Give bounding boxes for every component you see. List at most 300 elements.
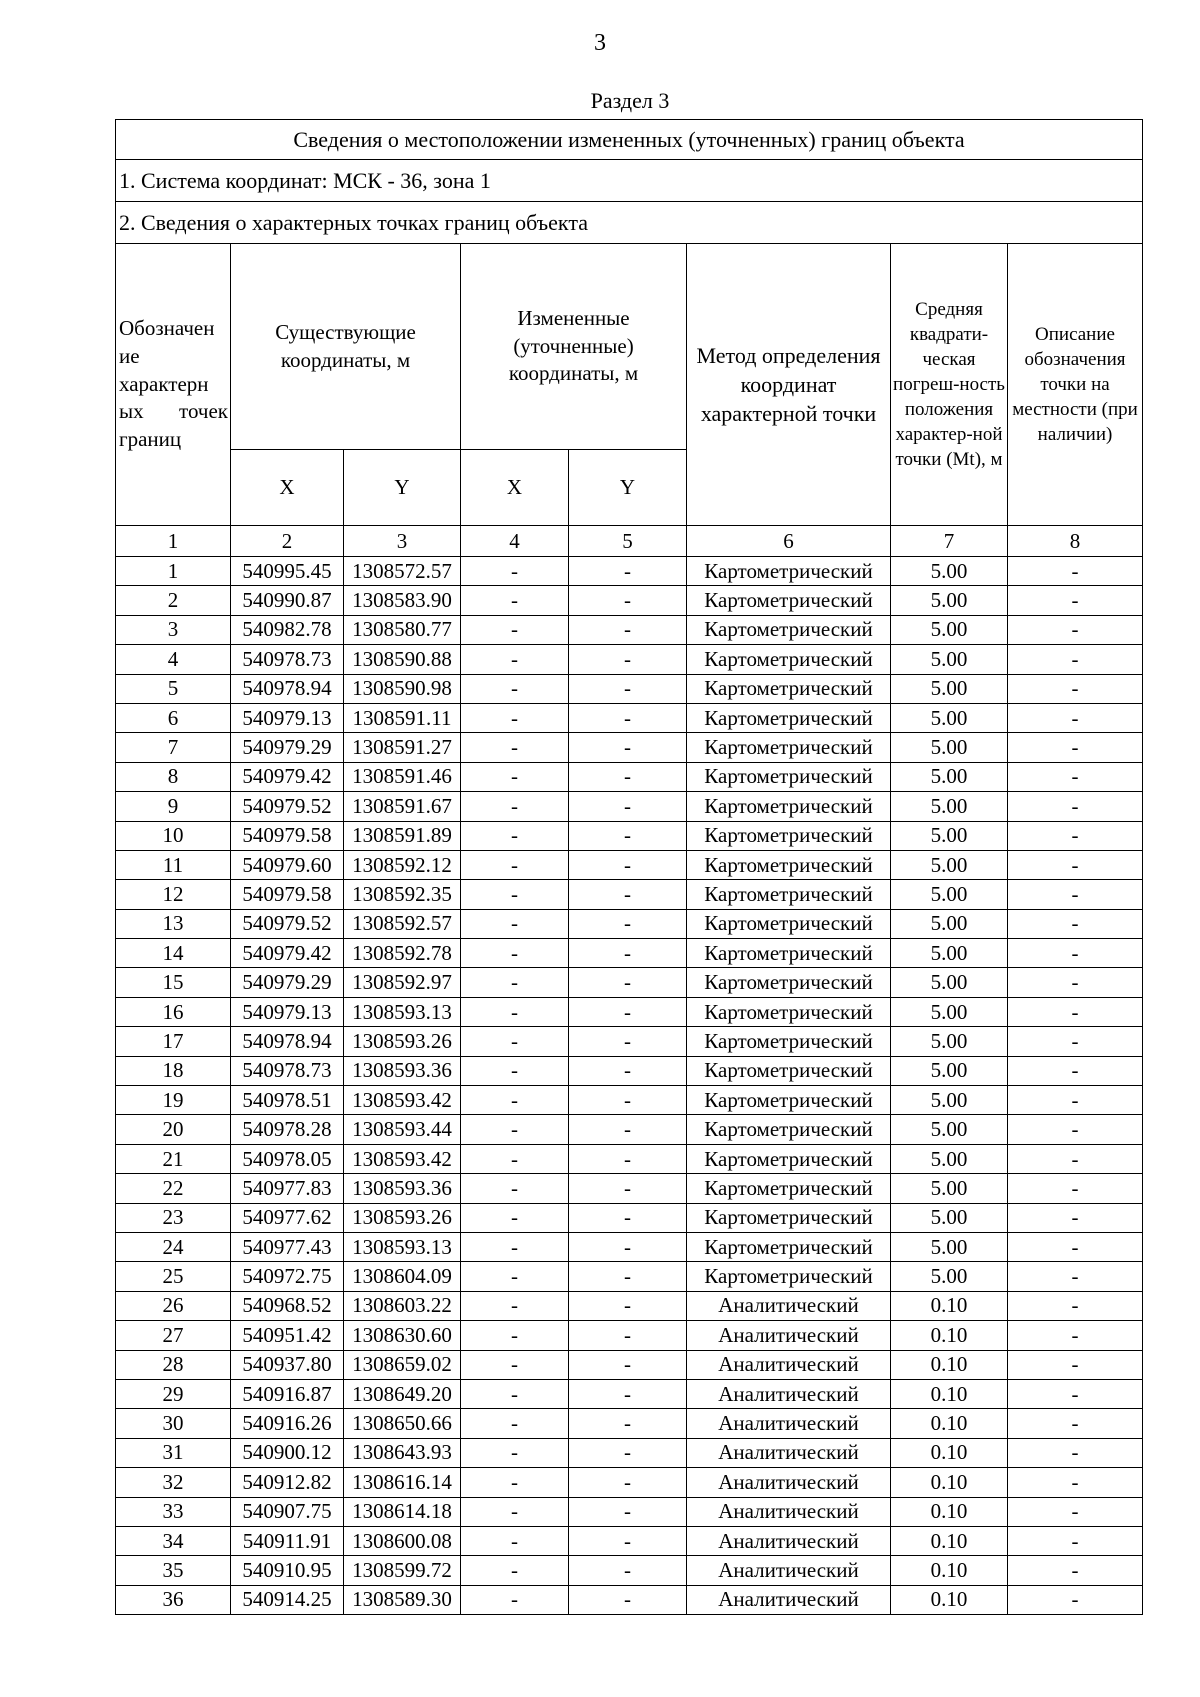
cell-mean-error: 5.00 bbox=[891, 1262, 1008, 1291]
cell-existing-y: 1308591.27 bbox=[344, 733, 461, 762]
cell-changed-y: - bbox=[569, 850, 687, 879]
cell-method: Картометрический bbox=[687, 1144, 891, 1173]
column-number: 1 bbox=[116, 526, 231, 557]
cell-point-number: 28 bbox=[116, 1350, 231, 1379]
cell-description: - bbox=[1008, 968, 1143, 997]
cell-mean-error: 5.00 bbox=[891, 586, 1008, 615]
cell-method: Картометрический bbox=[687, 821, 891, 850]
cell-changed-y: - bbox=[569, 703, 687, 732]
cell-existing-x: 540978.51 bbox=[231, 1086, 344, 1115]
cell-existing-x: 540978.73 bbox=[231, 1056, 344, 1085]
cell-description: - bbox=[1008, 1027, 1143, 1056]
cell-method: Аналитический bbox=[687, 1585, 891, 1614]
table-caption: Сведения о местоположении измененных (уточненных) границ объекта bbox=[116, 120, 1143, 160]
cell-description: - bbox=[1008, 939, 1143, 968]
header-x-existing: X bbox=[231, 450, 344, 526]
boundary-points-table bbox=[115, 119, 1143, 1615]
table-row bbox=[116, 1468, 1143, 1497]
coord-system: 1. Система координат: МСК - 36, зона 1 bbox=[116, 160, 1143, 202]
cell-description: - bbox=[1008, 880, 1143, 909]
cell-point-number: 17 bbox=[116, 1027, 231, 1056]
cell-method: Аналитический bbox=[687, 1497, 891, 1526]
cell-existing-y: 1308649.20 bbox=[344, 1379, 461, 1408]
cell-point-number: 12 bbox=[116, 880, 231, 909]
cell-existing-y: 1308593.26 bbox=[344, 1027, 461, 1056]
table-row bbox=[116, 1232, 1143, 1261]
cell-existing-x: 540978.94 bbox=[231, 674, 344, 703]
cell-existing-y: 1308643.93 bbox=[344, 1438, 461, 1467]
cell-point-number: 7 bbox=[116, 733, 231, 762]
cell-mean-error: 5.00 bbox=[891, 1232, 1008, 1261]
cell-changed-x: - bbox=[461, 1526, 569, 1555]
cell-changed-y: - bbox=[569, 968, 687, 997]
cell-changed-x: - bbox=[461, 1232, 569, 1261]
cell-method: Аналитический bbox=[687, 1379, 891, 1408]
cell-existing-y: 1308592.97 bbox=[344, 968, 461, 997]
cell-existing-y: 1308593.36 bbox=[344, 1174, 461, 1203]
table-row bbox=[116, 880, 1143, 909]
cell-mean-error: 5.00 bbox=[891, 968, 1008, 997]
header-changed-coords-text: Измененные (уточненные) координаты, м bbox=[508, 305, 639, 386]
cell-method: Аналитический bbox=[687, 1291, 891, 1320]
cell-changed-x: - bbox=[461, 997, 569, 1026]
cell-existing-x: 540979.52 bbox=[231, 909, 344, 938]
cell-description: - bbox=[1008, 792, 1143, 821]
cell-changed-y: - bbox=[569, 821, 687, 850]
cell-changed-x: - bbox=[461, 1556, 569, 1585]
cell-description: - bbox=[1008, 733, 1143, 762]
cell-point-number: 6 bbox=[116, 703, 231, 732]
cell-mean-error: 0.10 bbox=[891, 1526, 1008, 1555]
cell-changed-x: - bbox=[461, 1174, 569, 1203]
cell-changed-y: - bbox=[569, 939, 687, 968]
cell-method: Картометрический bbox=[687, 850, 891, 879]
cell-existing-x: 540979.13 bbox=[231, 703, 344, 732]
cell-changed-y: - bbox=[569, 1379, 687, 1408]
table-row bbox=[116, 1203, 1143, 1232]
cell-mean-error: 0.10 bbox=[891, 1379, 1008, 1408]
cell-description: - bbox=[1008, 1350, 1143, 1379]
header-x-changed: X bbox=[461, 450, 569, 526]
cell-existing-x: 540911.91 bbox=[231, 1526, 344, 1555]
cell-method: Картометрический bbox=[687, 703, 891, 732]
cell-point-number: 14 bbox=[116, 939, 231, 968]
cell-existing-x: 540979.29 bbox=[231, 968, 344, 997]
cell-mean-error: 5.00 bbox=[891, 703, 1008, 732]
cell-method: Картометрический bbox=[687, 1174, 891, 1203]
cell-mean-error: 5.00 bbox=[891, 674, 1008, 703]
cell-existing-y: 1308600.08 bbox=[344, 1526, 461, 1555]
cell-existing-x: 540910.95 bbox=[231, 1556, 344, 1585]
cell-point-number: 4 bbox=[116, 645, 231, 674]
cell-description: - bbox=[1008, 821, 1143, 850]
cell-point-number: 10 bbox=[116, 821, 231, 850]
cell-description: - bbox=[1008, 1086, 1143, 1115]
cell-changed-y: - bbox=[569, 1468, 687, 1497]
cell-description: - bbox=[1008, 703, 1143, 732]
cell-description: - bbox=[1008, 1468, 1143, 1497]
cell-existing-y: 1308593.26 bbox=[344, 1203, 461, 1232]
cell-point-number: 29 bbox=[116, 1379, 231, 1408]
cell-existing-x: 540978.73 bbox=[231, 645, 344, 674]
cell-description: - bbox=[1008, 1144, 1143, 1173]
cell-method: Картометрический bbox=[687, 997, 891, 1026]
cell-point-number: 23 bbox=[116, 1203, 231, 1232]
cell-existing-x: 540978.05 bbox=[231, 1144, 344, 1173]
cell-existing-x: 540907.75 bbox=[231, 1497, 344, 1526]
cell-existing-y: 1308591.67 bbox=[344, 792, 461, 821]
cell-point-number: 13 bbox=[116, 909, 231, 938]
cell-description: - bbox=[1008, 1115, 1143, 1144]
header-existing-coords bbox=[231, 244, 461, 450]
cell-description: - bbox=[1008, 674, 1143, 703]
cell-existing-y: 1308593.13 bbox=[344, 997, 461, 1026]
cell-mean-error: 5.00 bbox=[891, 1174, 1008, 1203]
cell-method: Аналитический bbox=[687, 1409, 891, 1438]
cell-method: Картометрический bbox=[687, 733, 891, 762]
cell-changed-y: - bbox=[569, 1144, 687, 1173]
table-row bbox=[116, 850, 1143, 879]
cell-changed-y: - bbox=[569, 1232, 687, 1261]
cell-mean-error: 5.00 bbox=[891, 792, 1008, 821]
cell-description: - bbox=[1008, 850, 1143, 879]
cell-mean-error: 0.10 bbox=[891, 1350, 1008, 1379]
cell-method: Картометрический bbox=[687, 1086, 891, 1115]
cell-existing-y: 1308593.42 bbox=[344, 1086, 461, 1115]
cell-changed-y: - bbox=[569, 762, 687, 791]
cell-existing-x: 540977.43 bbox=[231, 1232, 344, 1261]
cell-method: Аналитический bbox=[687, 1556, 891, 1585]
cell-existing-x: 540995.45 bbox=[231, 557, 344, 586]
header-error: Средняя квадрати-ческая погреш-ность положения характер-ной точки (Mt), м bbox=[891, 244, 1008, 526]
cell-description: - bbox=[1008, 1203, 1143, 1232]
table-row bbox=[116, 703, 1143, 732]
cell-point-number: 21 bbox=[116, 1144, 231, 1173]
cell-mean-error: 5.00 bbox=[891, 1203, 1008, 1232]
cell-existing-y: 1308591.46 bbox=[344, 762, 461, 791]
cell-description: - bbox=[1008, 1232, 1143, 1261]
table-row bbox=[116, 1144, 1143, 1173]
header-y-existing: Y bbox=[344, 450, 461, 526]
coord-system-row bbox=[116, 160, 1143, 202]
table-row bbox=[116, 557, 1143, 586]
cell-point-number: 24 bbox=[116, 1232, 231, 1261]
cell-changed-x: - bbox=[461, 1350, 569, 1379]
table-row bbox=[116, 1027, 1143, 1056]
cell-changed-y: - bbox=[569, 880, 687, 909]
cell-changed-x: - bbox=[461, 645, 569, 674]
cell-method: Аналитический bbox=[687, 1468, 891, 1497]
table-row bbox=[116, 1262, 1143, 1291]
cell-method: Аналитический bbox=[687, 1350, 891, 1379]
header-description: Описание обозначения точки на местности (при наличии) bbox=[1008, 244, 1143, 526]
cell-existing-y: 1308592.12 bbox=[344, 850, 461, 879]
cell-description: - bbox=[1008, 557, 1143, 586]
cell-changed-y: - bbox=[569, 1086, 687, 1115]
cell-changed-y: - bbox=[569, 997, 687, 1026]
cell-existing-x: 540951.42 bbox=[231, 1321, 344, 1350]
header-designation-line: ие bbox=[119, 343, 140, 368]
cell-changed-x: - bbox=[461, 762, 569, 791]
header-existing-coords-text: Существующие координаты, м bbox=[275, 319, 416, 372]
cell-description: - bbox=[1008, 1556, 1143, 1585]
header-changed-coords bbox=[461, 244, 687, 450]
cell-changed-y: - bbox=[569, 586, 687, 615]
cell-method: Картометрический bbox=[687, 645, 891, 674]
table-row bbox=[116, 586, 1143, 615]
cell-existing-x: 540979.29 bbox=[231, 733, 344, 762]
cell-changed-y: - bbox=[569, 1027, 687, 1056]
cell-existing-y: 1308616.14 bbox=[344, 1468, 461, 1497]
cell-changed-y: - bbox=[569, 1438, 687, 1467]
table-row bbox=[116, 1174, 1143, 1203]
cell-mean-error: 0.10 bbox=[891, 1497, 1008, 1526]
column-number: 7 bbox=[891, 526, 1008, 557]
cell-method: Картометрический bbox=[687, 615, 891, 644]
cell-point-number: 35 bbox=[116, 1556, 231, 1585]
table-row bbox=[116, 939, 1143, 968]
cell-existing-x: 540979.52 bbox=[231, 792, 344, 821]
cell-mean-error: 5.00 bbox=[891, 645, 1008, 674]
cell-method: Картометрический bbox=[687, 762, 891, 791]
cell-existing-y: 1308593.44 bbox=[344, 1115, 461, 1144]
cell-method: Аналитический bbox=[687, 1321, 891, 1350]
table-caption-row bbox=[116, 120, 1143, 160]
cell-point-number: 18 bbox=[116, 1056, 231, 1085]
cell-changed-y: - bbox=[569, 615, 687, 644]
table-row bbox=[116, 1379, 1143, 1408]
cell-changed-x: - bbox=[461, 821, 569, 850]
cell-point-number: 2 bbox=[116, 586, 231, 615]
cell-changed-x: - bbox=[461, 880, 569, 909]
cell-method: Картометрический bbox=[687, 586, 891, 615]
cell-description: - bbox=[1008, 615, 1143, 644]
cell-changed-y: - bbox=[569, 1262, 687, 1291]
cell-changed-y: - bbox=[569, 1115, 687, 1144]
cell-existing-x: 540900.12 bbox=[231, 1438, 344, 1467]
header-row bbox=[116, 244, 1143, 450]
cell-mean-error: 0.10 bbox=[891, 1585, 1008, 1614]
cell-changed-x: - bbox=[461, 1291, 569, 1320]
table-row bbox=[116, 1056, 1143, 1085]
cell-existing-x: 540914.25 bbox=[231, 1585, 344, 1614]
cell-existing-x: 540912.82 bbox=[231, 1468, 344, 1497]
cell-changed-x: - bbox=[461, 733, 569, 762]
cell-changed-x: - bbox=[461, 1203, 569, 1232]
cell-existing-y: 1308593.13 bbox=[344, 1232, 461, 1261]
table-row bbox=[116, 1556, 1143, 1585]
cell-mean-error: 5.00 bbox=[891, 880, 1008, 909]
cell-mean-error: 0.10 bbox=[891, 1438, 1008, 1467]
header-designation-line: границ bbox=[119, 427, 182, 452]
cell-changed-x: - bbox=[461, 850, 569, 879]
cell-changed-y: - bbox=[569, 909, 687, 938]
cell-description: - bbox=[1008, 1438, 1143, 1467]
cell-point-number: 32 bbox=[116, 1468, 231, 1497]
cell-changed-y: - bbox=[569, 1203, 687, 1232]
cell-point-number: 30 bbox=[116, 1409, 231, 1438]
cell-changed-x: - bbox=[461, 1379, 569, 1408]
cell-point-number: 16 bbox=[116, 997, 231, 1026]
cell-changed-y: - bbox=[569, 674, 687, 703]
cell-existing-y: 1308630.60 bbox=[344, 1321, 461, 1350]
cell-description: - bbox=[1008, 1321, 1143, 1350]
cell-changed-x: - bbox=[461, 703, 569, 732]
cell-existing-y: 1308592.35 bbox=[344, 880, 461, 909]
table-row bbox=[116, 1526, 1143, 1555]
table-row bbox=[116, 909, 1143, 938]
cell-description: - bbox=[1008, 1291, 1143, 1320]
cell-changed-x: - bbox=[461, 615, 569, 644]
cell-existing-y: 1308590.88 bbox=[344, 645, 461, 674]
cell-method: Картометрический bbox=[687, 880, 891, 909]
cell-existing-y: 1308580.77 bbox=[344, 615, 461, 644]
cell-changed-x: - bbox=[461, 1027, 569, 1056]
cell-changed-x: - bbox=[461, 792, 569, 821]
header-designation-line: характерн bbox=[119, 371, 209, 396]
cell-description: - bbox=[1008, 586, 1143, 615]
cell-existing-y: 1308593.36 bbox=[344, 1056, 461, 1085]
cell-point-number: 9 bbox=[116, 792, 231, 821]
cell-description: - bbox=[1008, 645, 1143, 674]
cell-mean-error: 5.00 bbox=[891, 1144, 1008, 1173]
cell-changed-y: - bbox=[569, 1321, 687, 1350]
cell-changed-x: - bbox=[461, 1056, 569, 1085]
cell-changed-x: - bbox=[461, 1585, 569, 1614]
cell-changed-x: - bbox=[461, 1409, 569, 1438]
column-number-row bbox=[116, 526, 1143, 557]
cell-point-number: 34 bbox=[116, 1526, 231, 1555]
cell-changed-y: - bbox=[569, 1526, 687, 1555]
cell-point-number: 5 bbox=[116, 674, 231, 703]
table-row bbox=[116, 968, 1143, 997]
cell-existing-y: 1308603.22 bbox=[344, 1291, 461, 1320]
cell-description: - bbox=[1008, 997, 1143, 1026]
cell-existing-y: 1308593.42 bbox=[344, 1144, 461, 1173]
cell-method: Картометрический bbox=[687, 674, 891, 703]
cell-changed-y: - bbox=[569, 1409, 687, 1438]
header-designation-line: Обозначен bbox=[119, 316, 215, 341]
cell-method: Картометрический bbox=[687, 1027, 891, 1056]
cell-point-number: 1 bbox=[116, 557, 231, 586]
cell-point-number: 19 bbox=[116, 1086, 231, 1115]
cell-point-number: 11 bbox=[116, 850, 231, 879]
cell-existing-x: 540982.78 bbox=[231, 615, 344, 644]
cell-changed-x: - bbox=[461, 939, 569, 968]
cell-existing-x: 540979.42 bbox=[231, 939, 344, 968]
table-row bbox=[116, 997, 1143, 1026]
cell-description: - bbox=[1008, 1409, 1143, 1438]
cell-existing-y: 1308572.57 bbox=[344, 557, 461, 586]
cell-changed-y: - bbox=[569, 1585, 687, 1614]
cell-changed-x: - bbox=[461, 1438, 569, 1467]
cell-mean-error: 5.00 bbox=[891, 821, 1008, 850]
cell-existing-y: 1308604.09 bbox=[344, 1262, 461, 1291]
cell-point-number: 26 bbox=[116, 1291, 231, 1320]
cell-existing-y: 1308659.02 bbox=[344, 1350, 461, 1379]
cell-method: Картометрический bbox=[687, 968, 891, 997]
cell-mean-error: 5.00 bbox=[891, 733, 1008, 762]
cell-existing-x: 540977.62 bbox=[231, 1203, 344, 1232]
cell-changed-x: - bbox=[461, 968, 569, 997]
cell-description: - bbox=[1008, 1379, 1143, 1408]
cell-changed-x: - bbox=[461, 1497, 569, 1526]
cell-mean-error: 0.10 bbox=[891, 1291, 1008, 1320]
cell-point-number: 22 bbox=[116, 1174, 231, 1203]
cell-changed-y: - bbox=[569, 1350, 687, 1379]
cell-description: - bbox=[1008, 1056, 1143, 1085]
cell-description: - bbox=[1008, 1174, 1143, 1203]
table-row bbox=[116, 821, 1143, 850]
cell-changed-x: - bbox=[461, 1321, 569, 1350]
cell-method: Аналитический bbox=[687, 1438, 891, 1467]
cell-method: Картометрический bbox=[687, 909, 891, 938]
cell-existing-x: 540979.42 bbox=[231, 762, 344, 791]
cell-method: Картометрический bbox=[687, 1056, 891, 1085]
column-number: 5 bbox=[569, 526, 687, 557]
cell-changed-x: - bbox=[461, 1144, 569, 1173]
points-title-row bbox=[116, 202, 1143, 244]
column-number: 8 bbox=[1008, 526, 1143, 557]
cell-changed-y: - bbox=[569, 1291, 687, 1320]
cell-existing-y: 1308590.98 bbox=[344, 674, 461, 703]
cell-mean-error: 5.00 bbox=[891, 939, 1008, 968]
cell-mean-error: 5.00 bbox=[891, 762, 1008, 791]
cell-description: - bbox=[1008, 1262, 1143, 1291]
column-number: 2 bbox=[231, 526, 344, 557]
cell-existing-x: 540979.58 bbox=[231, 821, 344, 850]
cell-mean-error: 5.00 bbox=[891, 557, 1008, 586]
cell-changed-x: - bbox=[461, 909, 569, 938]
cell-point-number: 15 bbox=[116, 968, 231, 997]
table-row bbox=[116, 1409, 1143, 1438]
cell-method: Картометрический bbox=[687, 557, 891, 586]
cell-changed-x: - bbox=[461, 557, 569, 586]
table-row bbox=[116, 733, 1143, 762]
cell-existing-x: 540937.80 bbox=[231, 1350, 344, 1379]
cell-changed-y: - bbox=[569, 557, 687, 586]
cell-changed-y: - bbox=[569, 1497, 687, 1526]
cell-method: Картометрический bbox=[687, 1115, 891, 1144]
cell-changed-y: - bbox=[569, 733, 687, 762]
cell-point-number: 33 bbox=[116, 1497, 231, 1526]
cell-existing-y: 1308591.11 bbox=[344, 703, 461, 732]
cell-existing-y: 1308592.57 bbox=[344, 909, 461, 938]
cell-changed-y: - bbox=[569, 1174, 687, 1203]
cell-existing-x: 540979.13 bbox=[231, 997, 344, 1026]
cell-description: - bbox=[1008, 1497, 1143, 1526]
column-number: 4 bbox=[461, 526, 569, 557]
cell-mean-error: 5.00 bbox=[891, 615, 1008, 644]
cell-description: - bbox=[1008, 1585, 1143, 1614]
cell-changed-x: - bbox=[461, 1468, 569, 1497]
cell-point-number: 20 bbox=[116, 1115, 231, 1144]
cell-mean-error: 5.00 bbox=[891, 850, 1008, 879]
cell-mean-error: 5.00 bbox=[891, 1086, 1008, 1115]
cell-changed-y: - bbox=[569, 1556, 687, 1585]
cell-existing-y: 1308599.72 bbox=[344, 1556, 461, 1585]
table-row bbox=[116, 792, 1143, 821]
cell-changed-x: - bbox=[461, 1115, 569, 1144]
cell-mean-error: 5.00 bbox=[891, 1027, 1008, 1056]
table-row bbox=[116, 645, 1143, 674]
cell-description: - bbox=[1008, 762, 1143, 791]
column-number: 3 bbox=[344, 526, 461, 557]
cell-changed-x: - bbox=[461, 1086, 569, 1115]
cell-existing-y: 1308591.89 bbox=[344, 821, 461, 850]
table-row bbox=[116, 762, 1143, 791]
cell-point-number: 25 bbox=[116, 1262, 231, 1291]
